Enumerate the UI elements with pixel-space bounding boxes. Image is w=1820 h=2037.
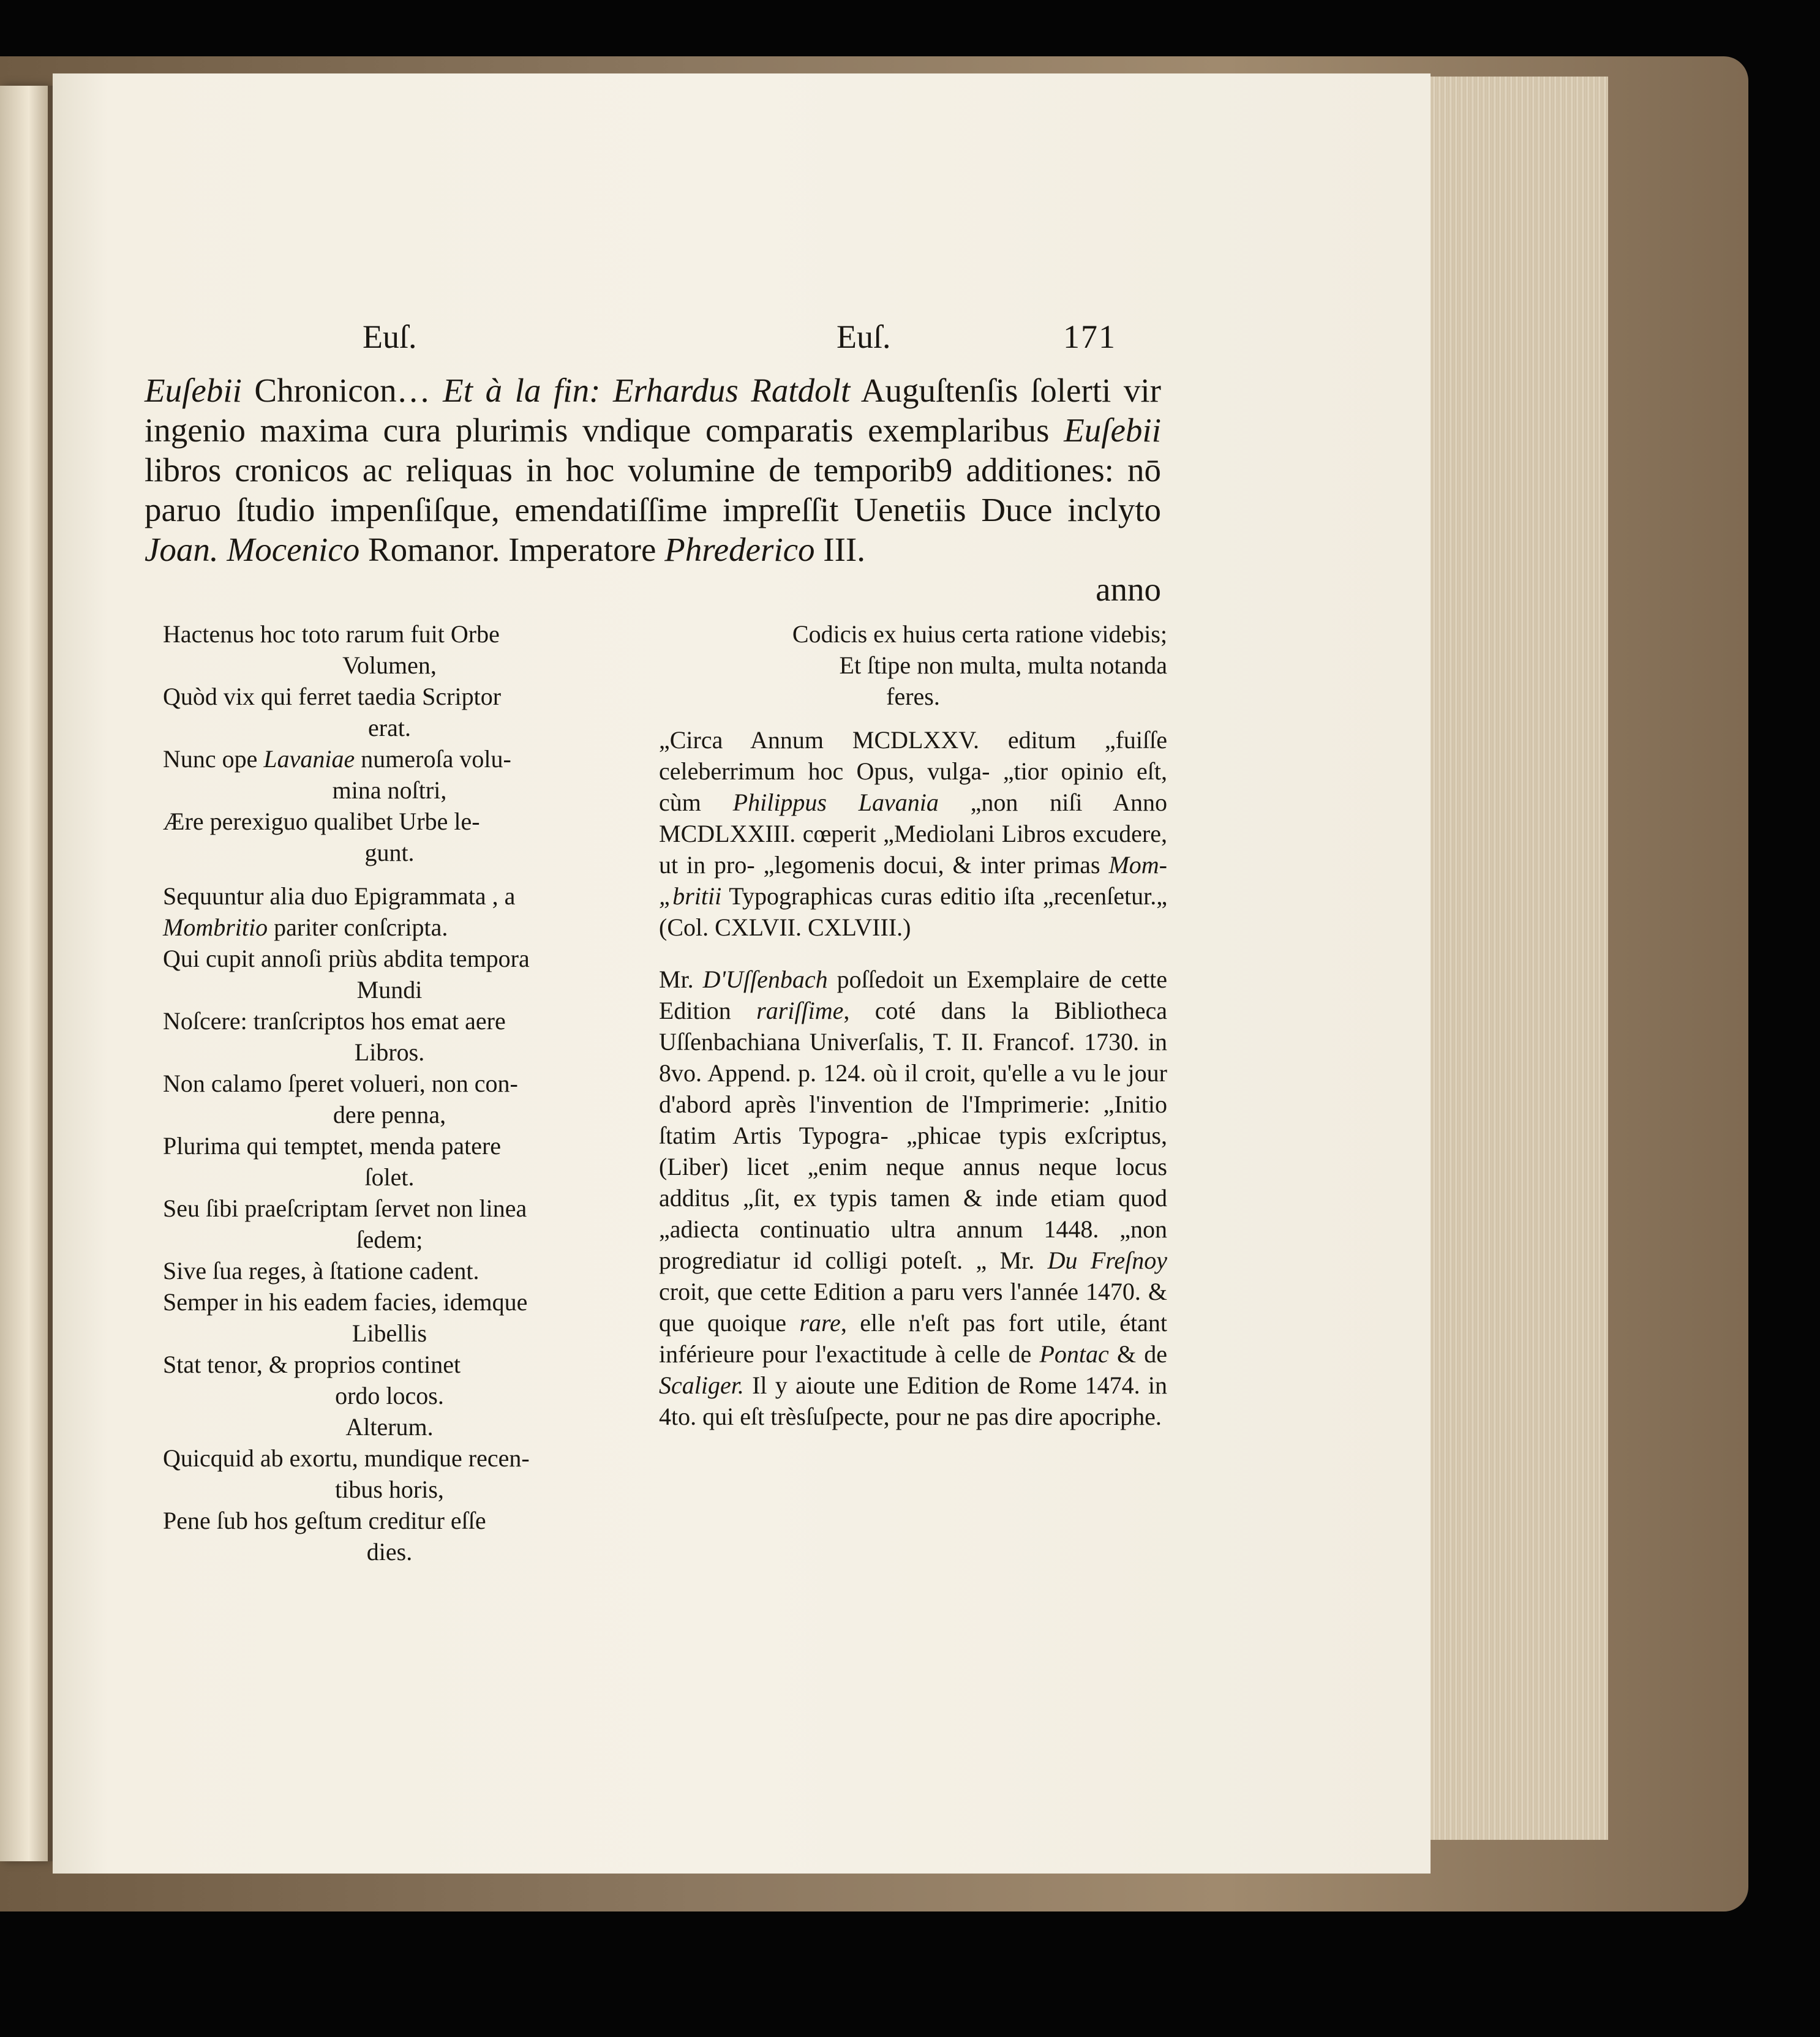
verse-line: ordo locos. [335, 1382, 444, 1409]
verse-line: Quòd vix qui ferret taedia Scriptor [163, 683, 502, 710]
book-gutter [48, 86, 53, 1861]
prose-line [163, 912, 616, 943]
verse-line: Et ſtipe non multa, multa notanda [839, 651, 1167, 679]
commentary-text: Scaliger. [659, 1371, 744, 1399]
intro-catchword: anno [1096, 571, 1161, 608]
commentary-text: rariſſime [756, 997, 844, 1024]
verse-line: Noſcere: tranſcriptos hos emat aere [163, 1007, 506, 1035]
verse-text: Lavaniae [263, 745, 355, 773]
verse-line: dies. [366, 1538, 413, 1566]
prose-text: Mombritio [163, 913, 268, 941]
intro-text: Euſebii [1064, 411, 1161, 449]
verse-line: Seu ſibi praeſcriptam ſervet non linea [163, 1195, 527, 1222]
verse-line: ſedem; [356, 1226, 423, 1253]
commentary-text: & de [1108, 1340, 1167, 1368]
commentary-text: Pontac [1039, 1340, 1109, 1368]
quotation-text: „Circa Annum MCDLXXV. editum „fuiſſe celeberrimum hoc Opus, vulga- „tior opinio eſt, cùm [659, 726, 1167, 816]
commentary-text: , elle n'eſt pas fort utile, étant inférieure pour l'exactitude à celle de [659, 1309, 1167, 1368]
left-column [163, 618, 616, 1567]
verse-line: mina noſtri, [332, 776, 447, 804]
left-page-edge [0, 86, 48, 1861]
verse-line: gunt. [364, 839, 415, 866]
intro-text: Auguſtenſis ſolerti vir ingenio maxima cura plurimis vndique comparatis exemplaribus [145, 372, 1161, 449]
page-content [53, 73, 1431, 1874]
commentary-text: rare [799, 1309, 841, 1337]
intro-text: Et à la fin: [443, 372, 601, 409]
quotation-text: Typographicas curas editio iſta „recenſetur.„ (Col. CXLVII. CXLVIII.) [659, 882, 1167, 941]
verse-line [163, 743, 616, 775]
commentary-text: croit, que cette Edition a paru vers l'année 1470. & que quoique [659, 1278, 1167, 1337]
prose-line: Sequuntur alia duo Epigrammata , a [163, 882, 516, 910]
prose-text: pariter conſcripta. [268, 913, 448, 941]
commentary-paragraph [659, 964, 1167, 1432]
intro-text: III. [814, 531, 865, 568]
verse-line: Mundi [356, 976, 423, 1003]
verse-line: Ære perexiguo qualibet Urbe le- [163, 808, 480, 835]
intro-text: libros cronicos ac reliquas in hoc volumine de temporib9 additiones: nō paruo ſtudio impenſiſque, emendatiſſime impreſſit Uenetiis Duce inclyto [145, 451, 1161, 528]
verse-line: Libros. [354, 1038, 425, 1066]
verse-line: Quicquid ab exortu, mundique recen- [163, 1444, 530, 1472]
running-head-center: Euſ. [837, 318, 891, 355]
book-page [53, 73, 1431, 1874]
verse-line: Plurima qui temptet, menda patere [163, 1132, 502, 1160]
intro-text: Romanor. Imperatore [359, 531, 665, 568]
commentary-text: Du Freſnoy [1047, 1247, 1167, 1274]
verse-line: feres. [886, 683, 940, 710]
page-fore-edge [1431, 77, 1608, 1840]
verse-line: Hactenus hoc toto rarum fuit Orbe [163, 620, 500, 648]
quotation-paragraph [659, 724, 1167, 943]
running-head-left: Euſ. [363, 318, 417, 355]
verse-line: Non calamo ſperet volueri, non con- [163, 1070, 518, 1097]
commentary-text: Il y aioute une Edition de Rome 1474. in 4to. qui eſt trèsſuſpecte, pour ne pas dire apocriphe. [659, 1371, 1167, 1430]
quotation-text: Philippus Lavania [732, 789, 939, 816]
quotation-text: „non niſi Anno MCDLXXIII. cœperit „Mediolani Libros excudere, ut in pro- „legomenis docui, & inter primas [659, 789, 1167, 879]
intro-text: Phrederico [664, 531, 815, 568]
right-column [659, 618, 1167, 1432]
intro-text [600, 372, 613, 409]
verse-line: erat. [368, 714, 411, 741]
commentary-text: Mr. [659, 966, 703, 993]
verse-line: Pene ſub hos geſtum creditur eſſe [163, 1507, 486, 1534]
verse-line: tibus horis, [335, 1476, 444, 1503]
page-number: 171 [1063, 318, 1116, 355]
commentary-text: D'Uſſenbach [702, 966, 828, 993]
verse-line: Semper in his eadem facies, idemque [163, 1288, 528, 1316]
verse-line: Volumen, [342, 651, 437, 679]
verse-text: Nunc ope [163, 745, 264, 773]
verse-line: Codicis ex huius certa ratione videbis; [792, 620, 1167, 648]
commentary-text: , coté dans la Bibliotheca Uſſenbachiana Univerſalis, T. II. Francof. 1730. in 8vo. Append. p. 124. où il croit, qu'elle a vu le jour d'abord après l'invention de l'Imprimerie: „Initio ſtatim Artis Typogra- „phicae typis exſcriptus, (Liber) licet „enim neque annus neque locus additus „ſit, ex typis tamen & inde etiam quod „adiecta continuatio ultra annum 1448. „non progrediatur id colligi poteſt. „ Mr. [659, 997, 1168, 1274]
verse-line: Qui cupit annoſi priùs abdita tempora [163, 945, 530, 972]
intro-text: Joan. Mocenico [145, 531, 360, 568]
verse-line: Stat tenor, & proprios continet [163, 1351, 461, 1378]
verse-line: dere penna, [333, 1101, 446, 1128]
intro-text: Erhardus Ratdolt [612, 372, 851, 409]
section-heading: Alterum. [345, 1413, 434, 1441]
quotation-text: Mom- „britii [659, 851, 1167, 910]
verse-text: numeroſa volu- [355, 745, 511, 773]
verse-line: ſolet. [364, 1163, 415, 1191]
intro-text: Chronicon… [241, 372, 443, 409]
intro-paragraph [145, 370, 1161, 609]
intro-text: Euſebii [145, 372, 242, 409]
commentary-text: poſſedoit un Exemplaire de cette Edition [659, 966, 1167, 1024]
verse-line: Sive ſua reges, à ſtatione cadent. [163, 1257, 479, 1285]
verse-line: Libellis [352, 1319, 427, 1347]
